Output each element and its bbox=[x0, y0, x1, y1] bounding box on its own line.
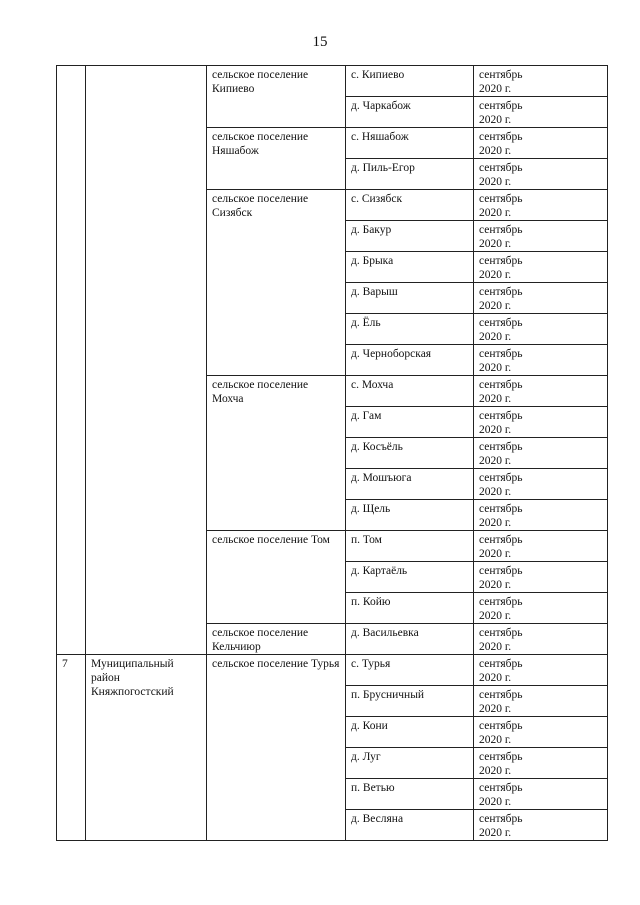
date-month: сентябрь bbox=[479, 658, 523, 670]
schedule-table-body bbox=[57, 66, 608, 841]
locality-cell: п. Ветью bbox=[346, 779, 474, 810]
date-month: сентябрь bbox=[479, 720, 523, 732]
district-cell: Муниципальный район Княжпогостский bbox=[86, 655, 207, 841]
date-cell bbox=[474, 748, 608, 779]
date-month: сентябрь bbox=[479, 472, 523, 484]
schedule-table bbox=[56, 65, 608, 841]
date-cell bbox=[474, 686, 608, 717]
date-cell bbox=[474, 221, 608, 252]
date-year: 2020 г. bbox=[479, 331, 512, 343]
locality-cell: с. Мохча bbox=[346, 376, 474, 407]
locality-cell: д. Луг bbox=[346, 748, 474, 779]
locality-cell: д. Косъёль bbox=[346, 438, 474, 469]
locality-cell: д. Черноборская bbox=[346, 345, 474, 376]
settlement-cell: сельское поселение Турья bbox=[207, 655, 346, 841]
date-year: 2020 г. bbox=[479, 734, 512, 746]
date-month: сентябрь bbox=[479, 410, 523, 422]
date-month: сентябрь bbox=[479, 689, 523, 701]
date-cell bbox=[474, 407, 608, 438]
date-month: сентябрь bbox=[479, 503, 523, 515]
date-year: 2020 г. bbox=[479, 83, 512, 95]
date-month: сентябрь bbox=[479, 627, 523, 639]
date-cell bbox=[474, 314, 608, 345]
date-cell bbox=[474, 593, 608, 624]
row-number-cell bbox=[57, 66, 86, 655]
settlement-cell: сельское поселение Кельчиюр bbox=[207, 624, 346, 655]
locality-cell: д. Пиль-Егор bbox=[346, 159, 474, 190]
locality-cell: с. Кипиево bbox=[346, 66, 474, 97]
date-cell bbox=[474, 624, 608, 655]
locality-cell: п. Том bbox=[346, 531, 474, 562]
locality-cell: д. Мошъюга bbox=[346, 469, 474, 500]
settlement-cell: сельское поселение Том bbox=[207, 531, 346, 624]
date-cell bbox=[474, 469, 608, 500]
date-month: сентябрь bbox=[479, 317, 523, 329]
date-year: 2020 г. bbox=[479, 145, 512, 157]
date-month: сентябрь bbox=[479, 255, 523, 267]
date-cell bbox=[474, 252, 608, 283]
date-year: 2020 г. bbox=[479, 424, 512, 436]
date-month: сентябрь bbox=[479, 286, 523, 298]
date-year: 2020 г. bbox=[479, 796, 512, 808]
date-month: сентябрь bbox=[479, 565, 523, 577]
date-month: сентябрь bbox=[479, 69, 523, 81]
locality-cell: д. Картаёль bbox=[346, 562, 474, 593]
date-cell bbox=[474, 500, 608, 531]
date-month: сентябрь bbox=[479, 162, 523, 174]
row-number-cell: 7 bbox=[57, 655, 86, 841]
date-cell bbox=[474, 531, 608, 562]
date-cell bbox=[474, 190, 608, 221]
settlement-cell: сельское поселение Сизябск bbox=[207, 190, 346, 376]
date-year: 2020 г. bbox=[479, 362, 512, 374]
date-year: 2020 г. bbox=[479, 610, 512, 622]
date-year: 2020 г. bbox=[479, 672, 512, 684]
date-cell bbox=[474, 376, 608, 407]
date-month: сентябрь bbox=[479, 813, 523, 825]
locality-cell: д. Васильевка bbox=[346, 624, 474, 655]
locality-cell: п. Койю bbox=[346, 593, 474, 624]
date-year: 2020 г. bbox=[479, 238, 512, 250]
date-year: 2020 г. bbox=[479, 455, 512, 467]
date-cell bbox=[474, 717, 608, 748]
date-month: сентябрь bbox=[479, 224, 523, 236]
date-year: 2020 г. bbox=[479, 517, 512, 529]
date-year: 2020 г. bbox=[479, 827, 512, 839]
date-year: 2020 г. bbox=[479, 486, 512, 498]
date-year: 2020 г. bbox=[479, 393, 512, 405]
date-month: сентябрь bbox=[479, 193, 523, 205]
date-year: 2020 г. bbox=[479, 765, 512, 777]
date-cell bbox=[474, 438, 608, 469]
date-month: сентябрь bbox=[479, 596, 523, 608]
date-year: 2020 г. bbox=[479, 548, 512, 560]
date-cell bbox=[474, 97, 608, 128]
locality-cell: д. Чаркабож bbox=[346, 97, 474, 128]
locality-cell: д. Ёль bbox=[346, 314, 474, 345]
date-cell bbox=[474, 159, 608, 190]
date-year: 2020 г. bbox=[479, 579, 512, 591]
settlement-cell: сельское поселение Кипиево bbox=[207, 66, 346, 128]
date-month: сентябрь bbox=[479, 751, 523, 763]
locality-cell: д. Гам bbox=[346, 407, 474, 438]
locality-cell: д. Варыш bbox=[346, 283, 474, 314]
date-month: сентябрь bbox=[479, 379, 523, 391]
table-row bbox=[57, 66, 608, 97]
date-year: 2020 г. bbox=[479, 641, 512, 653]
district-cell bbox=[86, 66, 207, 655]
table-row bbox=[57, 655, 608, 686]
locality-cell: д. Бакур bbox=[346, 221, 474, 252]
date-year: 2020 г. bbox=[479, 114, 512, 126]
date-cell bbox=[474, 66, 608, 97]
date-year: 2020 г. bbox=[479, 703, 512, 715]
locality-cell: с. Няшабож bbox=[346, 128, 474, 159]
locality-cell: д. Кони bbox=[346, 717, 474, 748]
date-month: сентябрь bbox=[479, 348, 523, 360]
date-month: сентябрь bbox=[479, 131, 523, 143]
date-cell bbox=[474, 562, 608, 593]
settlement-cell: сельское поселение Няшабож bbox=[207, 128, 346, 190]
date-year: 2020 г. bbox=[479, 269, 512, 281]
date-month: сентябрь bbox=[479, 100, 523, 112]
date-cell bbox=[474, 779, 608, 810]
date-cell bbox=[474, 655, 608, 686]
page-number: 15 bbox=[312, 34, 328, 50]
settlement-cell: сельское поселение Мохча bbox=[207, 376, 346, 531]
locality-cell: д. Щель bbox=[346, 500, 474, 531]
locality-cell: с. Турья bbox=[346, 655, 474, 686]
date-cell bbox=[474, 345, 608, 376]
locality-cell: с. Сизябск bbox=[346, 190, 474, 221]
date-year: 2020 г. bbox=[479, 176, 512, 188]
date-year: 2020 г. bbox=[479, 300, 512, 312]
locality-cell: д. Брыка bbox=[346, 252, 474, 283]
date-month: сентябрь bbox=[479, 441, 523, 453]
locality-cell: п. Брусничный bbox=[346, 686, 474, 717]
date-month: сентябрь bbox=[479, 782, 523, 794]
date-month: сентябрь bbox=[479, 534, 523, 546]
date-year: 2020 г. bbox=[479, 207, 512, 219]
locality-cell: д. Весляна bbox=[346, 810, 474, 841]
date-cell bbox=[474, 810, 608, 841]
date-cell bbox=[474, 128, 608, 159]
date-cell bbox=[474, 283, 608, 314]
